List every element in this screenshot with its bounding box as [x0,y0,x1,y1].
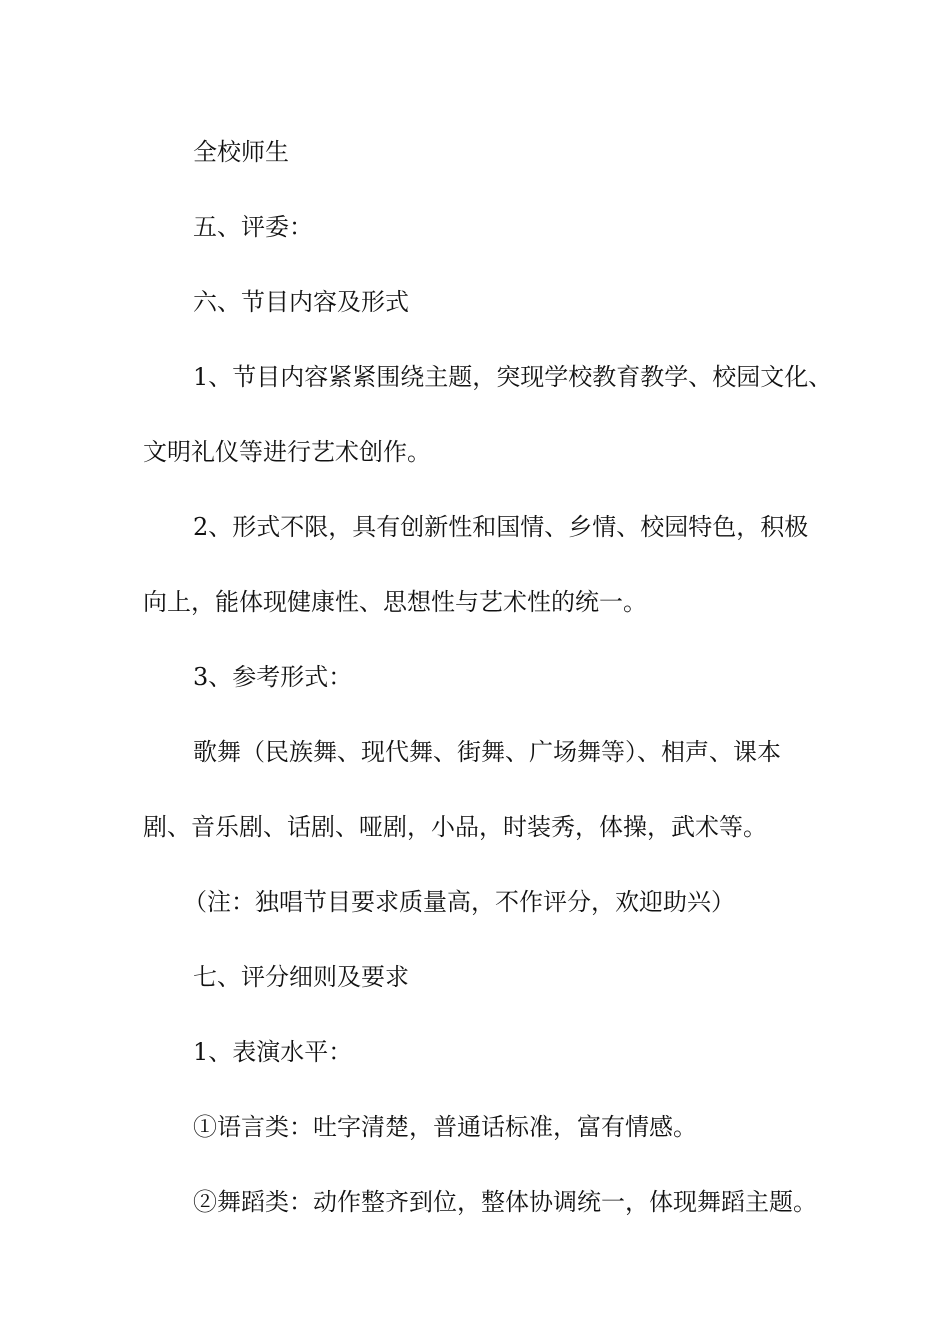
note-line: （注：独唱节目要求质量高，不作评分，欢迎助兴） [183,888,735,916]
scoring-item-1: 1、表演水平： [193,1038,353,1066]
paragraph-2-line-2: 向上，能体现健康性、思想性与艺术性的统一。 [143,588,647,616]
paragraph-4-line-1: 歌舞（民族舞、现代舞、街舞、广场舞等）、相声、课本 [193,738,781,766]
heading-scoring-rules: 七、评分细则及要求 [193,963,409,991]
paragraph-1-line-1: 1、节目内容紧紧围绕主题，突现学校教育教学、校园文化、 [193,363,833,391]
paragraph-1-line-2: 文明礼仪等进行艺术创作。 [143,438,431,466]
scoring-item-language: ①语言类：吐字清楚，普通话标准，富有情感。 [193,1113,697,1141]
paragraph-2-line-1: 2、形式不限，具有创新性和国情、乡情、校园特色，积极 [193,513,809,541]
heading-program-content: 六、节目内容及形式 [193,288,409,316]
text-line-audience: 全校师生 [193,138,289,166]
paragraph-3-heading: 3、参考形式： [193,663,353,691]
scoring-item-dance: ②舞蹈类：动作整齐到位，整体协调统一，体现舞蹈主题。 [193,1188,817,1216]
heading-judges: 五、评委： [193,213,313,241]
paragraph-4-line-2: 剧、音乐剧、话剧、哑剧，小品，时装秀，体操，武术等。 [143,813,767,841]
